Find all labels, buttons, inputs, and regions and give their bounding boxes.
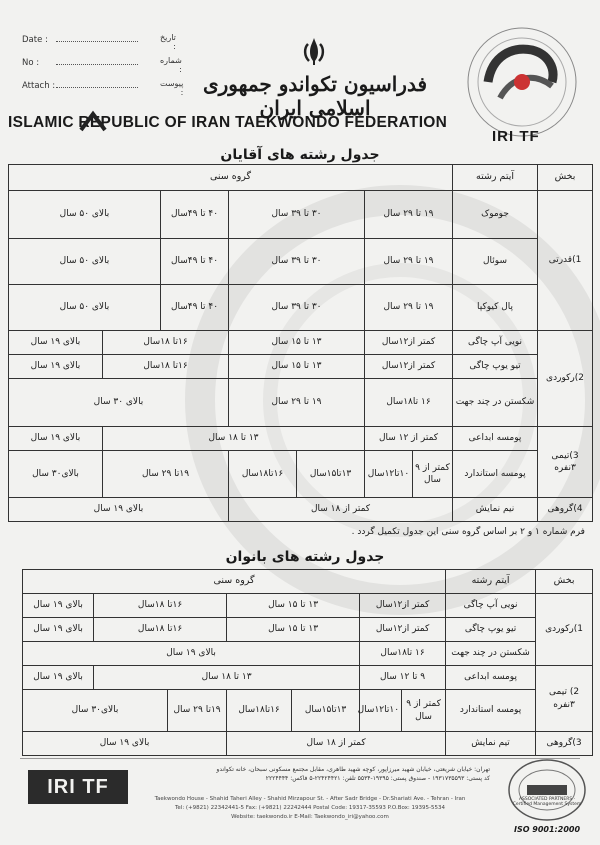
attach-label: Attach : bbox=[22, 81, 56, 91]
men-header-item: آیتم رشته bbox=[453, 165, 538, 191]
table-cell: شکستن در چند جهت bbox=[453, 379, 538, 427]
table-cell: ۱۶تا ۱۸سال bbox=[94, 618, 227, 642]
table-cell: کمتر از۱۲سال bbox=[365, 355, 453, 379]
table-cell: تیو یوپ چاگی bbox=[446, 618, 536, 642]
table-cell: 1)رکوردی bbox=[536, 594, 593, 666]
table-cell: ۱۳ تا ۱۸ سال bbox=[103, 427, 365, 451]
table-cell: بالای۳۰ سال bbox=[9, 451, 103, 498]
date-label: Date : bbox=[22, 35, 48, 45]
table-cell: ۱۶تا ۱۸سال bbox=[103, 355, 229, 379]
table-cell: ۱۳ تا ۱۸ سال bbox=[94, 666, 360, 690]
table-cell: ۹ تا ۱۲ سال bbox=[360, 666, 446, 690]
seal-logo-text: IRI TF bbox=[492, 128, 540, 145]
men-header-section: بخش bbox=[538, 165, 593, 191]
table-cell: ۱۳تا۱۵سال bbox=[292, 690, 360, 732]
phone-en: Tel: (+9821) 22342441-5 Fax: (+9821) 22242444 Postal Code: 19317-35593 P.O.Box: 19395-5534 bbox=[174, 804, 445, 811]
women-header-item: آیتم رشته bbox=[446, 570, 536, 594]
table-cell: 2)رکوردی bbox=[538, 331, 593, 427]
table-cell: کمتر از ۹ سال bbox=[412, 451, 452, 497]
table-cell: جوموک bbox=[453, 191, 538, 239]
table-cell: بالای ۱۹ سال bbox=[9, 331, 103, 355]
table-cell: تیو یوپ چاگی bbox=[453, 355, 538, 379]
table-cell: ۱۳ تا ۱۵ سال bbox=[229, 331, 365, 355]
federation-name-en: ISLAMIC REPUBLIC OF IRAN TAEKWONDO FEDERATION bbox=[8, 114, 448, 131]
address-en: Taekwondo House - Shahid Taheri Alley - Shahid Mirzapour St. - After Sadr Bridge - Dr.Shariati Ave. - Tehran - Iran bbox=[154, 796, 466, 802]
table-cell: ۱۹تا ۲۹ سال bbox=[103, 451, 229, 498]
table-cell: کمتر از ۱۸ سال bbox=[227, 732, 446, 756]
table-cell: سوئال bbox=[453, 239, 538, 285]
women-table-title: جدول رشته های بانوان bbox=[225, 549, 385, 565]
table-cell: ۳۰ تا ۳۹ سال bbox=[229, 191, 365, 239]
table-cell: پومسه ابداعی bbox=[446, 666, 536, 690]
iso-label: ISO 9001:2000 bbox=[513, 825, 581, 834]
table-cell: پومسه استاندارد bbox=[446, 690, 536, 732]
number-field bbox=[22, 56, 182, 74]
table-cell: پومسه ابداعی bbox=[453, 427, 538, 451]
table-cell: بالای ۱۹ سال bbox=[9, 498, 229, 522]
table-cell: کمتر از۱۲سال bbox=[360, 618, 446, 642]
table-cell: بالای ۵۰ سال bbox=[9, 191, 161, 239]
address-fa: تهران: خیابان شریعتی، خیابان شهید میرزاپور، کوچه شهید طاهری، مقابل مجتمع مسکونی سبحان، خانه تکواندو bbox=[216, 766, 490, 773]
table-cell bbox=[229, 451, 365, 498]
table-cell: 3)گروهی bbox=[536, 732, 593, 756]
table-cell: ۱۶ تا۱۸سال bbox=[360, 642, 446, 666]
table-cell: ۱۶تا۱۸سال bbox=[241, 468, 284, 479]
table-cell: پومسه استاندارد bbox=[453, 451, 538, 498]
number-label: No : bbox=[22, 58, 40, 68]
women-header-section: بخش bbox=[536, 570, 593, 594]
federation-name-fa: فدراسیون تکواندو جمهوری اسلامی ایران bbox=[202, 72, 428, 120]
iran-emblem-icon bbox=[300, 36, 328, 66]
table-cell: ۴۰ تا ۴۹سال bbox=[161, 239, 229, 285]
table-cell: کمتر از ۱۲ سال bbox=[365, 427, 453, 451]
table-cell: بالای ۳۰ سال bbox=[9, 379, 229, 427]
footer-address-fa bbox=[200, 765, 490, 783]
date-field bbox=[22, 33, 176, 51]
date-label-fa: تاریخ : bbox=[159, 33, 176, 51]
men-table-title: جدول رشته های آقایان bbox=[220, 147, 380, 163]
table-cell: ۴۰ تا ۴۹سال bbox=[161, 191, 229, 239]
table-cell: ۱۹ تا ۲۹ سال bbox=[365, 239, 453, 285]
table-cell: ۱۶تا ۱۸سال bbox=[103, 331, 229, 355]
table-cell: ۱۹تا ۲۹ سال bbox=[168, 690, 227, 732]
table-cell: پال کیوکپا bbox=[453, 285, 538, 331]
table-cell: ۱۳تا۱۵سال bbox=[296, 451, 364, 497]
table-cell: ۱۰تا۱۲سال bbox=[360, 690, 402, 732]
table-cell: ۱۹ تا ۲۹ سال bbox=[229, 379, 365, 427]
number-label-fa: شماره : bbox=[159, 56, 182, 74]
table-cell: کمتر از ۱۸ سال bbox=[229, 498, 453, 522]
table-cell: ۱۳ تا ۱۵ سال bbox=[227, 618, 360, 642]
footer-divider bbox=[20, 758, 580, 759]
chevron-mark-icon bbox=[78, 110, 108, 132]
cert-text: ASSOCIATED PARTNERS · Certified Management System bbox=[512, 797, 582, 807]
table-cell: کمتر از۱۲سال bbox=[360, 594, 446, 618]
form-note: فرم شماره ۱ و ۲ بر اساس گروه سنی این جدول تکمیل گردد . bbox=[351, 527, 585, 537]
table-cell: بالای ۱۹ سال bbox=[9, 427, 103, 451]
table-cell: بالای ۱۹ سال bbox=[23, 618, 94, 642]
table-cell bbox=[365, 451, 453, 498]
men-table bbox=[8, 164, 593, 522]
table-cell: تیم نمایش bbox=[446, 732, 536, 756]
table-cell: ۱۳ تا ۱۵ سال bbox=[229, 355, 365, 379]
table-cell: بالای ۱۹ سال bbox=[23, 666, 94, 690]
women-header-age-group: گروه سنی bbox=[23, 570, 446, 594]
table-cell: 3)تیمی ۳نفره bbox=[538, 427, 593, 498]
table-cell: ۳۰ تا ۳۹ سال bbox=[229, 285, 365, 331]
footer-address-en bbox=[120, 795, 500, 821]
attach-label-fa: پیوست : bbox=[159, 79, 184, 97]
table-cell: ۳۰ تا ۳۹ سال bbox=[229, 239, 365, 285]
table-cell: ۴۰ تا ۴۹سال bbox=[161, 285, 229, 331]
table-cell: بالای ۱۹ سال bbox=[23, 732, 227, 756]
attach-field bbox=[22, 79, 184, 97]
table-cell: شکستن در چند جهت bbox=[446, 642, 536, 666]
table-cell: بالای ۱۹ سال bbox=[23, 642, 360, 666]
table-cell: بالای ۱۹ سال bbox=[23, 594, 94, 618]
table-cell: بالای ۵۰ سال bbox=[9, 285, 161, 331]
web-email: Website: taekwondo.ir E-Mail: Taekwondo_iri@yahoo.com bbox=[231, 813, 389, 820]
women-table bbox=[22, 569, 593, 756]
table-cell: 1)قدرتی bbox=[538, 191, 593, 331]
table-cell: کمتر از ۹ سال bbox=[402, 690, 446, 732]
table-cell: نیم نمایش bbox=[453, 498, 538, 522]
table-cell: ۱۹ تا ۲۹ سال bbox=[365, 285, 453, 331]
table-cell: 4)گروهی bbox=[538, 498, 593, 522]
table-cell: 2) تیمی ۳نفره bbox=[536, 666, 593, 732]
table-cell: بالای ۵۰ سال bbox=[9, 239, 161, 285]
table-cell: ۱۹ تا ۲۹ سال bbox=[365, 191, 453, 239]
table-cell: بالای۳۰ سال bbox=[23, 690, 168, 732]
table-cell: ۱۶ تا۱۸سال bbox=[365, 379, 453, 427]
table-cell: ۱۳ تا ۱۵ سال bbox=[227, 594, 360, 618]
table-cell: ۱۶تا ۱۸سال bbox=[94, 594, 227, 618]
men-header-age-group: گروه سنی bbox=[9, 165, 453, 191]
table-cell: بالای ۱۹ سال bbox=[9, 355, 103, 379]
phone-fa: کد پستی: ۱۹۳۱۷۳۵۵۹۳ - صندوق پستی: ۱۹۳۹۵-۵۵۳۴ تلفن: ۲۲۴۲۴۴۲۱-۵ فاکس: ۲۲۲۴۴۴۴ bbox=[265, 775, 490, 782]
table-cell: نویی آپ چاگی bbox=[453, 331, 538, 355]
table-cell: نویی آپ چاگی bbox=[446, 594, 536, 618]
table-cell: کمتر از۱۲سال bbox=[365, 331, 453, 355]
table-cell: ۱۶تا۱۸سال bbox=[227, 690, 292, 732]
footer-logo: IRI TF bbox=[28, 770, 128, 804]
table-cell: ۱۰تا۱۲سال bbox=[367, 468, 410, 479]
certification-seal-icon bbox=[505, 755, 589, 825]
